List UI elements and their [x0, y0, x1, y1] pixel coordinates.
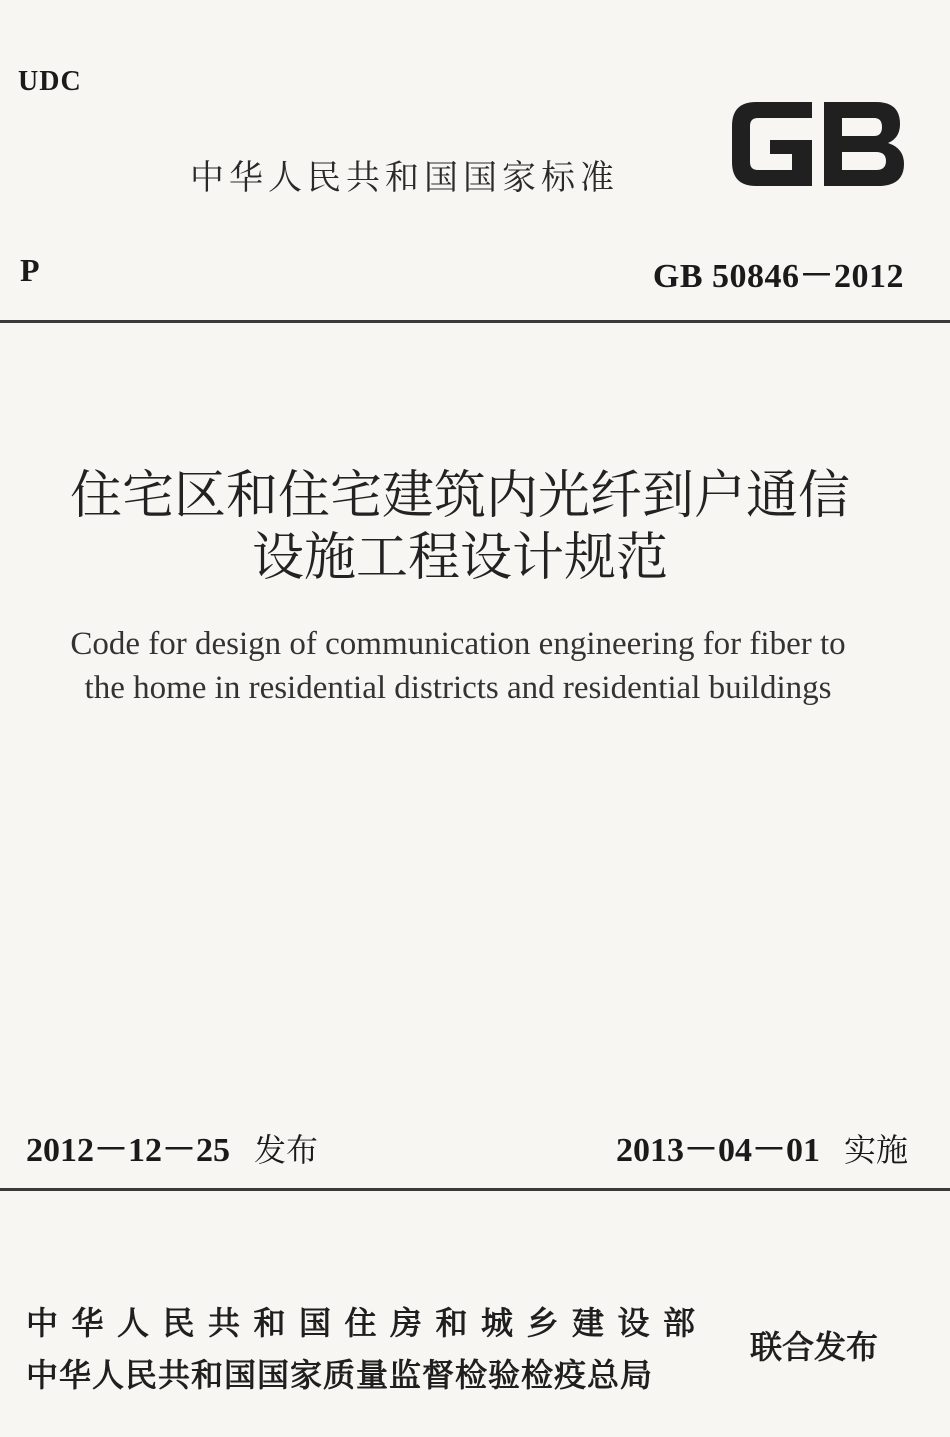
- issue-label: 发布: [254, 1131, 319, 1169]
- publisher-line-1: 中华人民共和国住房和城乡建设部: [26, 1304, 709, 1342]
- effective-label: 实施: [843, 1131, 908, 1169]
- publisher-line-2: 中华人民共和国国家质量监督检验检疫总局: [26, 1356, 654, 1394]
- gb-logo: [726, 96, 908, 192]
- effective-date: 2013－04－01: [615, 1132, 820, 1169]
- issue-date: 2012－12－25: [26, 1132, 230, 1169]
- top-divider: [0, 320, 950, 323]
- title-en-line-2: the home in residential districts and residential buildings: [84, 670, 832, 706]
- classification-code: P: [20, 252, 40, 288]
- title-en-line-1: Code for design of communication engineering for fiber to: [70, 626, 846, 662]
- effective-date-block: [616, 1122, 908, 1171]
- national-standard-heading: 中华人民共和国国家标准: [190, 158, 619, 198]
- joint-publish-label: 联合发布: [750, 1328, 879, 1366]
- title-cn-line-1: 住宅区和住宅建筑内光纤到户通信: [69, 466, 850, 526]
- issue-date-block: [26, 1122, 318, 1171]
- svg-text:GB: GB: [816, 156, 818, 157]
- standard-number: GB 50846－2012: [652, 258, 904, 295]
- title-cn-line-2: 设施工程设计规范: [251, 528, 668, 588]
- bottom-divider: [0, 1188, 950, 1191]
- udc-label: UDC: [18, 66, 82, 97]
